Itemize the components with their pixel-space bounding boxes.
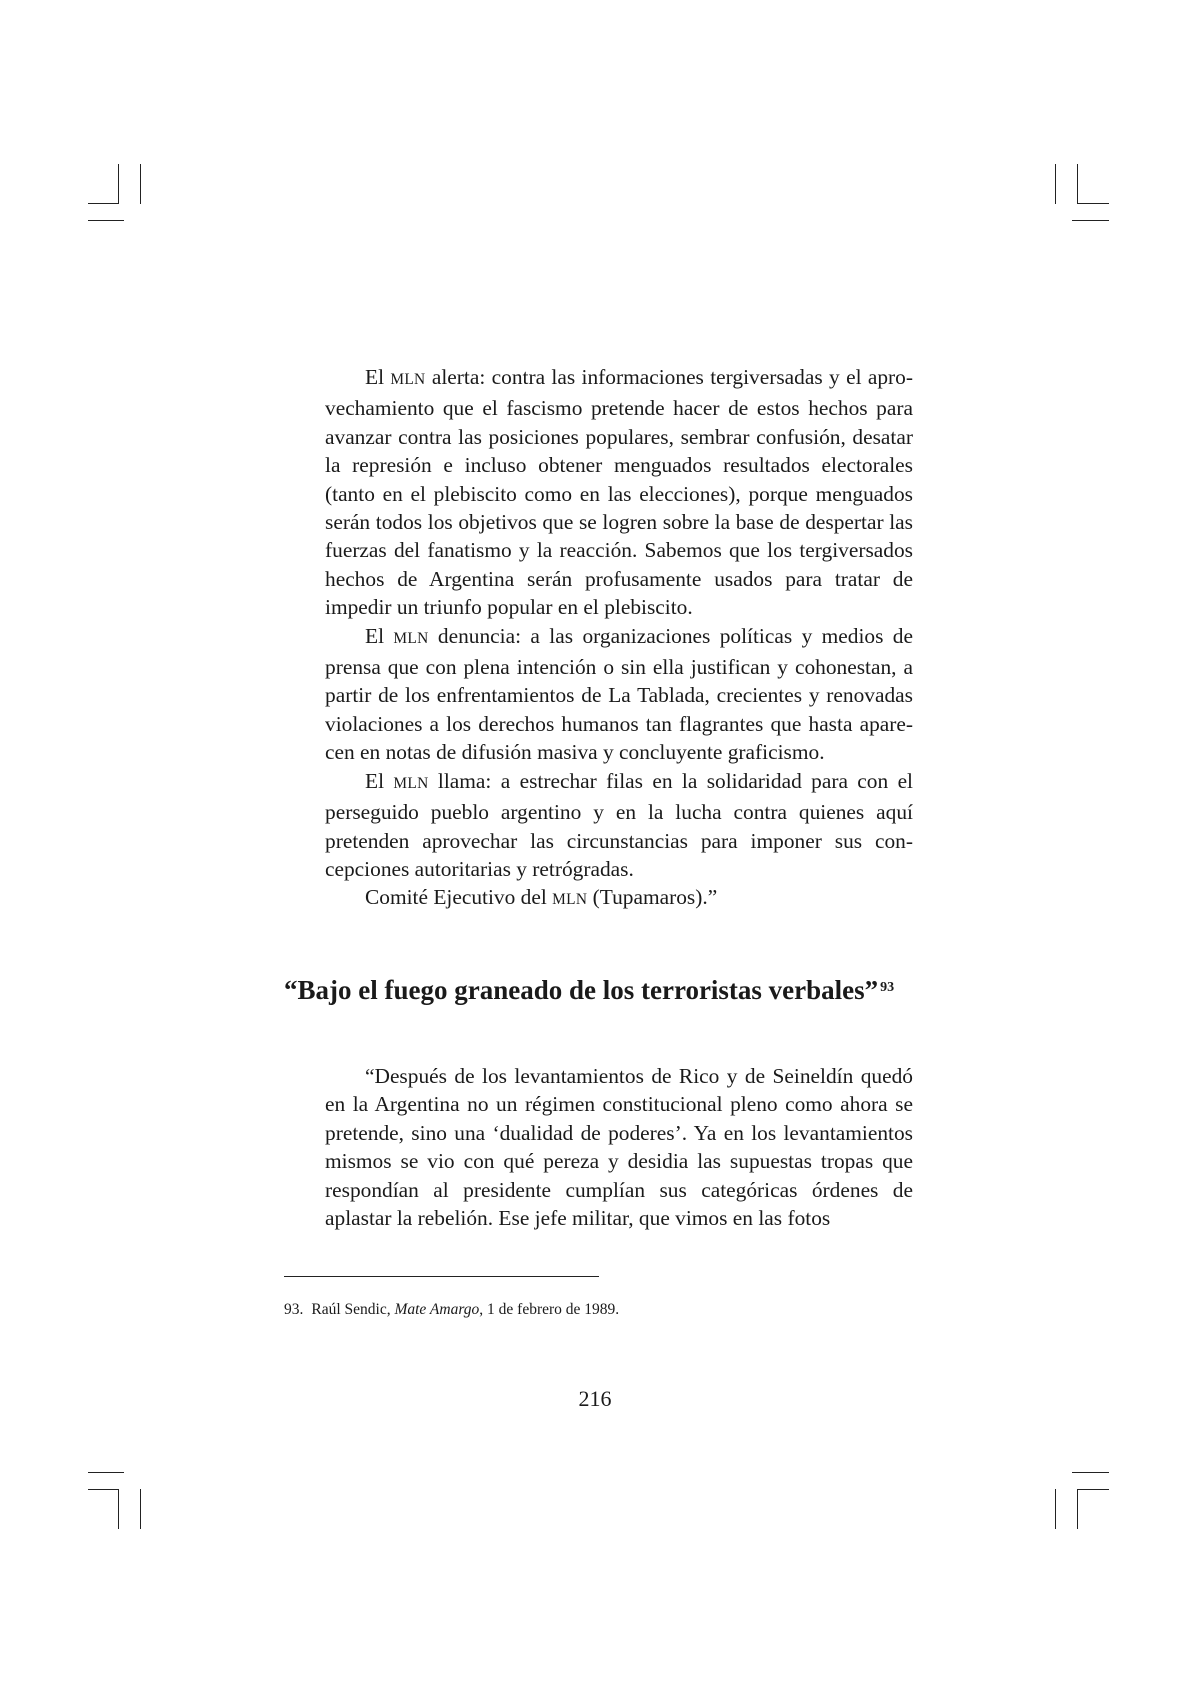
footnote-reference: 93 xyxy=(880,980,895,995)
footnote-source-title: Mate Amargo xyxy=(394,1301,480,1318)
crop-mark xyxy=(1072,220,1109,221)
crop-mark xyxy=(88,1489,118,1490)
crop-mark xyxy=(140,164,141,204)
footnote: 93. Raúl Sendic, Mate Amargo, 1 de febrero de 1989. xyxy=(284,1301,620,1318)
footnote-number: 93. xyxy=(284,1301,304,1318)
footnote-rule xyxy=(284,1276,599,1277)
abbreviation-mln: MLN xyxy=(393,629,429,647)
abbreviation-mln: MLN xyxy=(393,774,429,792)
body-paragraph: El MLN llama: a estrechar filas en la solidaridad para con el perseguido pueblo argentino y en la lucha contra quienes aquí pretenden aprovechar las circunstancias para imponer sus concepciones autoritarias y retrógradas. xyxy=(325,768,914,881)
crop-mark xyxy=(88,1472,124,1473)
crop-mark xyxy=(1055,1489,1056,1529)
body-text-block xyxy=(325,1062,913,1232)
crop-mark xyxy=(1055,164,1056,204)
abbreviation-mln: MLN xyxy=(390,371,426,388)
signature-line: Comité Ejecutivo del MLN (Tupamaros).” xyxy=(365,885,718,910)
crop-mark xyxy=(1072,1472,1109,1473)
crop-mark xyxy=(118,1489,119,1529)
crop-mark xyxy=(118,164,119,204)
section-heading: “Bajo el fuego graneado de los terroristas verbales” $^{93}$ xyxy=(284,975,895,1005)
abbreviation-mln: MLN xyxy=(552,891,588,909)
crop-mark xyxy=(140,1489,141,1529)
crop-mark xyxy=(1077,1489,1109,1490)
crop-mark xyxy=(1077,1489,1078,1529)
page-number: 216 xyxy=(578,1386,612,1411)
crop-mark xyxy=(88,220,124,221)
crop-mark xyxy=(1077,164,1078,204)
body-paragraph: “Después de los levantamientos de Rico y de Seineldín quedó en la Argentina no un régimen constitucional pleno como ahora se pretende, sino una ‘dualidad de poderes’. Ya en los levantamientos mismos se vio con qué pereza y desidia las supuestas tropas que respondían al presidente cumplían sus categóricas órdenes de aplastar la rebelión. Ese jefe militar, que vimos en las fotos xyxy=(325,1064,913,1231)
body-paragraph: El MLN denuncia: a las organizaciones políticas y medios de prensa que con plena intención o sin ella justifican y cohonestan, a partir de los enfrentamientos de La Tablada, crecientes y renovadas violaciones a los derechos humanos tan flagrantes que hasta aparecen en notas de difusión masiva y concluyente graficismo. xyxy=(325,623,913,765)
body-text-block xyxy=(325,363,913,915)
body-paragraph: El MLN alerta: contra las informaciones tergiversadas y el aprovechamiento que el fascismo pretende hacer de estos hechos para avanzar contra las posiciones populares, sembrar confusión, desatar la represión e incluso obtener menguados resultados electorales (tanto en el plebiscito como en las elecciones), porque menguados serán todos los objetivos que se logren sobre la base de despertar las fuerzas del fanatismo y la reacción. Sabemos que los tergiversados hechos de Argentina serán profusamente usados para tratar de impedir un triunfo popular en el plebiscito. xyxy=(325,365,913,620)
crop-mark xyxy=(88,203,118,204)
crop-mark xyxy=(1077,203,1109,204)
